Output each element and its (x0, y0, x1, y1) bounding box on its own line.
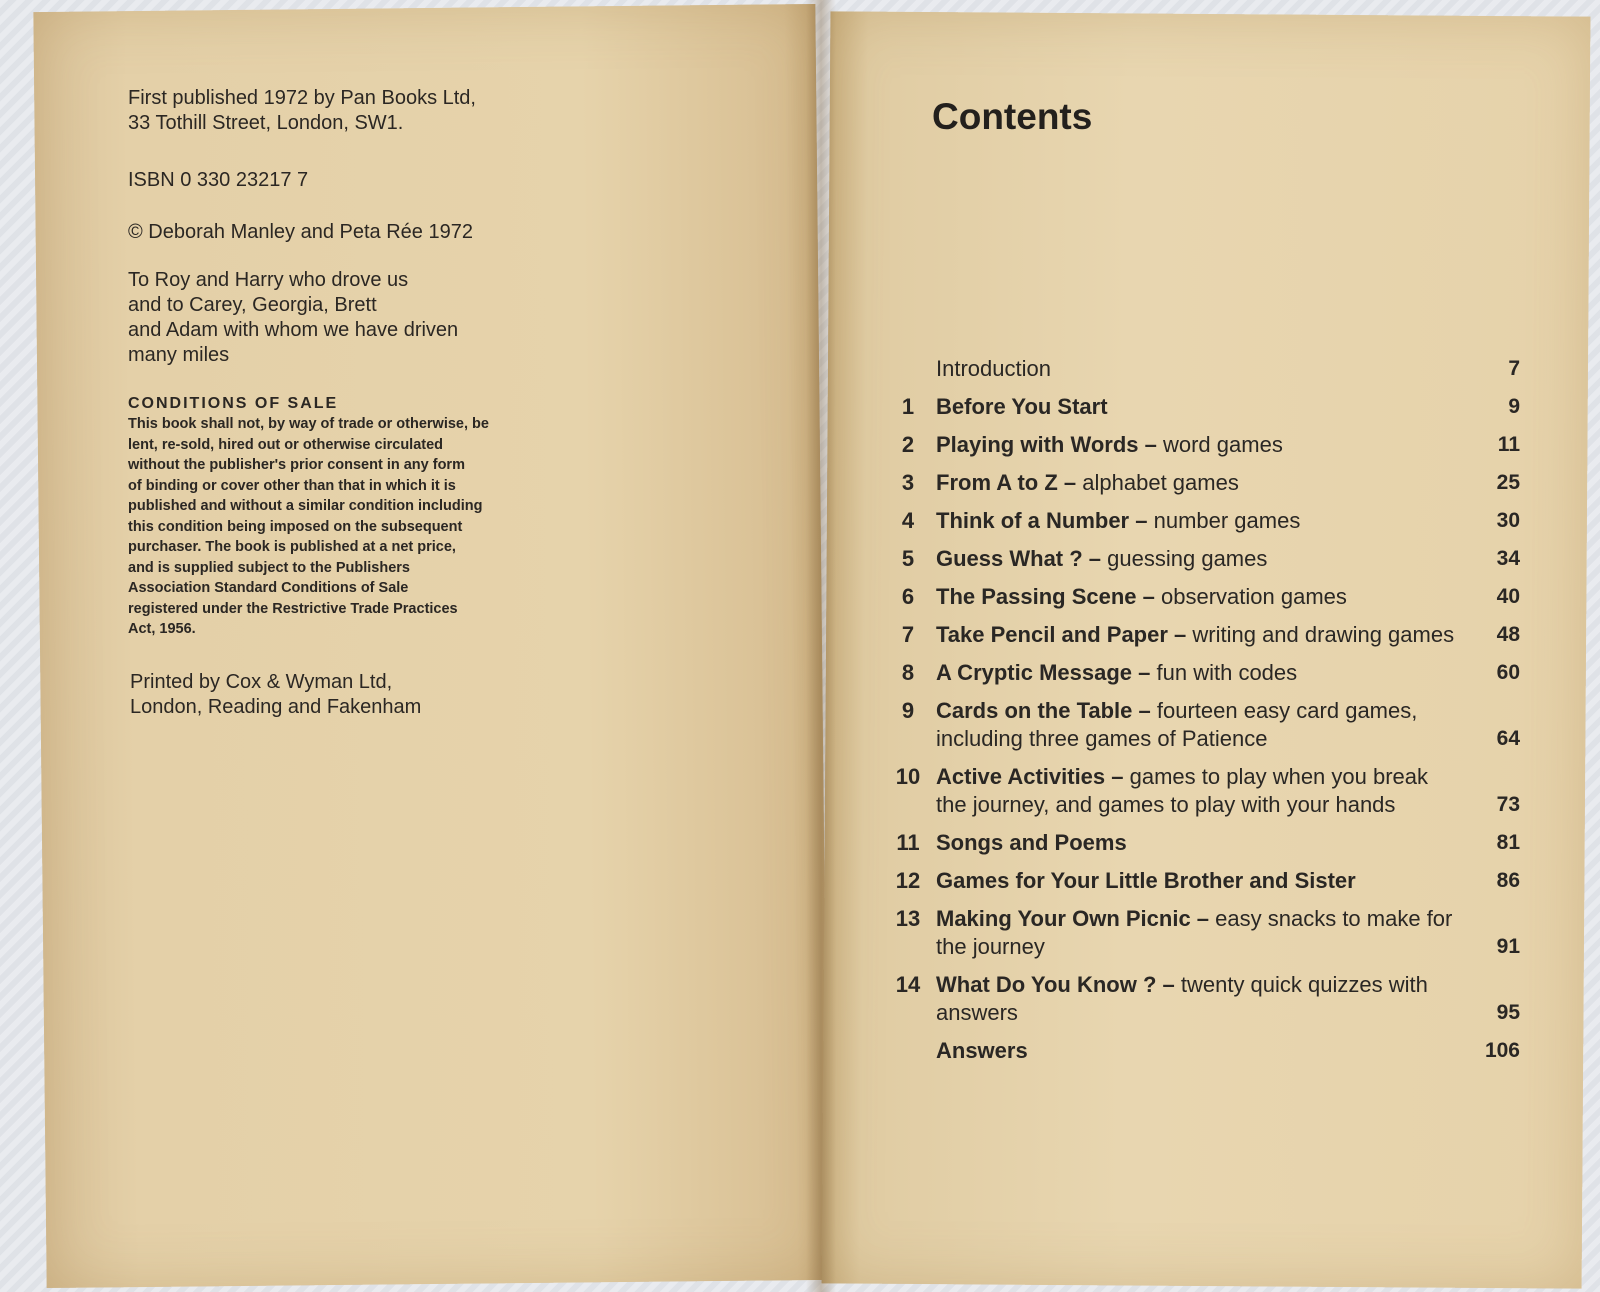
toc-entry (880, 355, 1520, 383)
dedication-line: and Adam with whom we have driven (128, 319, 459, 341)
toc-chapter-description: alphabet games (1082, 470, 1239, 495)
toc-entry (880, 867, 1520, 895)
toc-entry-text (936, 867, 1456, 895)
toc-chapter-title: A Cryptic Message (936, 660, 1133, 685)
toc-page-number: 25 (1496, 471, 1520, 494)
toc-chapter-description: fourteen easy card games, including three games of Patience (936, 698, 1418, 751)
toc-entry-text: The Passing Scene – observation games (936, 584, 1347, 609)
left-page (33, 4, 828, 1288)
toc-page-number: 106 (1484, 1039, 1520, 1062)
toc-entry-text: Guess What ? – guessing games (936, 546, 1268, 571)
conditions-line: of binding or cover other than that in which it is (128, 477, 456, 494)
toc-entry (880, 507, 1520, 535)
toc-page-number: 48 (1496, 623, 1520, 646)
toc-chapter-description: easy snacks to make for the journey (936, 906, 1453, 959)
publication-line: 33 Tothill Street, London, SW1. (128, 112, 404, 134)
contents-title: Contents (932, 96, 1093, 137)
copyright-line: © Deborah Manley and Peta Rée 1972 (128, 221, 473, 243)
conditions-line: lent, re-sold, hired out or otherwise circulated (128, 436, 444, 453)
toc-chapter-number: 8 (901, 660, 915, 685)
toc-chapter-number: 7 (901, 622, 915, 647)
conditions-line: Act, 1956. (128, 621, 196, 637)
conditions-line: without the publisher's prior consent in any form (128, 457, 465, 473)
toc-entry-text (936, 355, 1456, 383)
table-of-contents (880, 355, 1520, 1075)
toc-chapter-number: 5 (901, 546, 915, 571)
toc-chapter-title: From A to Z (936, 470, 1058, 495)
toc-entry (880, 697, 1520, 753)
toc-entry-text (936, 393, 1456, 421)
toc-chapter-title: Cards on the Table (936, 698, 1133, 723)
toc-entry (880, 583, 1520, 611)
toc-chapter-description: observation games (1161, 584, 1347, 609)
toc-page-number: 11 (1497, 433, 1520, 456)
toc-chapter-title: Playing with Words (936, 432, 1139, 457)
toc-entry (880, 431, 1520, 459)
toc-entry-text: Making Your Own Picnic – easy snacks to make for the journey (936, 906, 1453, 959)
toc-chapter-number: 4 (901, 508, 915, 533)
toc-entry (880, 829, 1520, 857)
toc-page-number: 34 (1496, 547, 1520, 570)
toc-chapter-title: The Passing Scene (936, 584, 1137, 609)
toc-page-number: 95 (1496, 1001, 1520, 1024)
toc-entry-text: Think of a Number – number games (936, 508, 1301, 533)
isbn-line: ISBN 0 330 23217 7 (128, 169, 309, 191)
toc-chapter-title: Making Your Own Picnic (936, 906, 1191, 931)
toc-chapter-title: What Do You Know ? (936, 972, 1157, 997)
toc-entry-text: A Cryptic Message – fun with codes (936, 660, 1298, 685)
toc-entry-text: Cards on the Table – fourteen easy card games, including three games of Patience (936, 698, 1418, 751)
conditions-line: registered under the Restrictive Trade Practices (128, 600, 458, 617)
toc-entry-text: Active Activities – games to play when you break the journey, and games to play with your hands (936, 764, 1429, 817)
book-spine (806, 0, 836, 1292)
toc-entry-text: From A to Z – alphabet games (936, 470, 1239, 495)
toc-chapter-description: games to play when you break the journey, and games to play with your hands (936, 764, 1429, 817)
toc-chapter-title: Before You Start (936, 394, 1108, 419)
toc-page-number: 30 (1496, 509, 1520, 532)
toc-chapter-title: Games for Your Little Brother and Sister (936, 868, 1356, 893)
toc-page-number: 91 (1496, 935, 1520, 958)
conditions-body (128, 414, 558, 640)
toc-chapter-number: 9 (901, 698, 915, 723)
toc-chapter-title: Active Activities (936, 764, 1106, 789)
toc-entry (880, 469, 1520, 497)
toc-chapter-number: 1 (901, 394, 915, 419)
toc-entry-text: What Do You Know ? – twenty quick quizzes with answers (936, 972, 1428, 1025)
conditions-title: CONDITIONS OF SALE (128, 395, 339, 412)
toc-chapter-description: fun with codes (1156, 660, 1298, 685)
toc-entry (880, 763, 1520, 819)
toc-chapter-description: twenty quick quizzes with answers (936, 972, 1428, 1025)
conditions-line: published and without a similar condition including (128, 498, 483, 514)
toc-chapter-number: 14 (895, 972, 921, 997)
toc-entry-text (936, 829, 1456, 857)
toc-entry (880, 971, 1520, 1027)
toc-entry (880, 1037, 1520, 1065)
conditions-line: purchaser. The book is published at a net price, (128, 539, 456, 555)
toc-page-number: 9 (1508, 395, 1520, 418)
toc-page-number: 73 (1496, 793, 1520, 816)
toc-chapter-title: Guess What ? (936, 546, 1083, 571)
toc-chapter-number: 11 (896, 830, 920, 855)
toc-chapter-number: 6 (901, 584, 915, 609)
toc-entry (880, 393, 1520, 421)
toc-chapter-description: word games (1162, 432, 1283, 457)
toc-page-number: 64 (1496, 727, 1520, 750)
toc-chapter-title: Answers (936, 1038, 1028, 1063)
toc-chapter-description: Introduction (936, 356, 1051, 381)
conditions-line: and is supplied subject to the Publishers (128, 559, 410, 576)
toc-page-number: 7 (1508, 357, 1520, 380)
toc-page-number: 86 (1496, 869, 1520, 892)
toc-entry (880, 905, 1520, 961)
toc-chapter-number: 3 (901, 470, 915, 495)
toc-chapter-title: Take Pencil and Paper (936, 622, 1168, 647)
conditions-line: Association Standard Conditions of Sale (128, 580, 409, 596)
dedication (128, 268, 458, 368)
toc-entry (880, 659, 1520, 687)
toc-chapter-number: 13 (895, 906, 921, 931)
toc-page-number: 81 (1496, 831, 1520, 854)
toc-chapter-number: 10 (895, 764, 921, 789)
publication-line: First published 1972 by Pan Books Ltd, (128, 87, 476, 109)
toc-entry (880, 621, 1520, 649)
toc-chapter-number: 12 (895, 868, 921, 893)
toc-chapter-description: writing and drawing games (1192, 622, 1455, 647)
printer-line: London, Reading and Fakenham (130, 696, 422, 718)
dedication-line: To Roy and Harry who drove us (128, 269, 409, 291)
toc-chapter-description: guessing games (1107, 546, 1268, 571)
publication-info (128, 86, 476, 136)
toc-entry-text (936, 1037, 1456, 1065)
toc-chapter-number: 2 (901, 432, 915, 457)
toc-chapter-title: Songs and Poems (936, 830, 1127, 855)
printer-line: Printed by Cox & Wyman Ltd, (130, 671, 393, 693)
toc-page-number: 40 (1496, 585, 1520, 608)
toc-chapter-title: Think of a Number (936, 508, 1130, 533)
printer-info (130, 670, 421, 720)
toc-entry (880, 545, 1520, 573)
toc-entry-text: Take Pencil and Paper – writing and drawing games (936, 622, 1455, 647)
toc-chapter-description: number games (1153, 508, 1301, 533)
dedication-line: many miles (128, 344, 230, 366)
toc-page-number: 60 (1496, 661, 1520, 684)
dedication-line: and to Carey, Georgia, Brett (128, 294, 377, 316)
toc-entry-text: Playing with Words – word games (936, 432, 1283, 457)
conditions-line: This book shall not, by way of trade or otherwise, be (128, 416, 489, 432)
conditions-line: this condition being imposed on the subsequent (128, 518, 463, 535)
